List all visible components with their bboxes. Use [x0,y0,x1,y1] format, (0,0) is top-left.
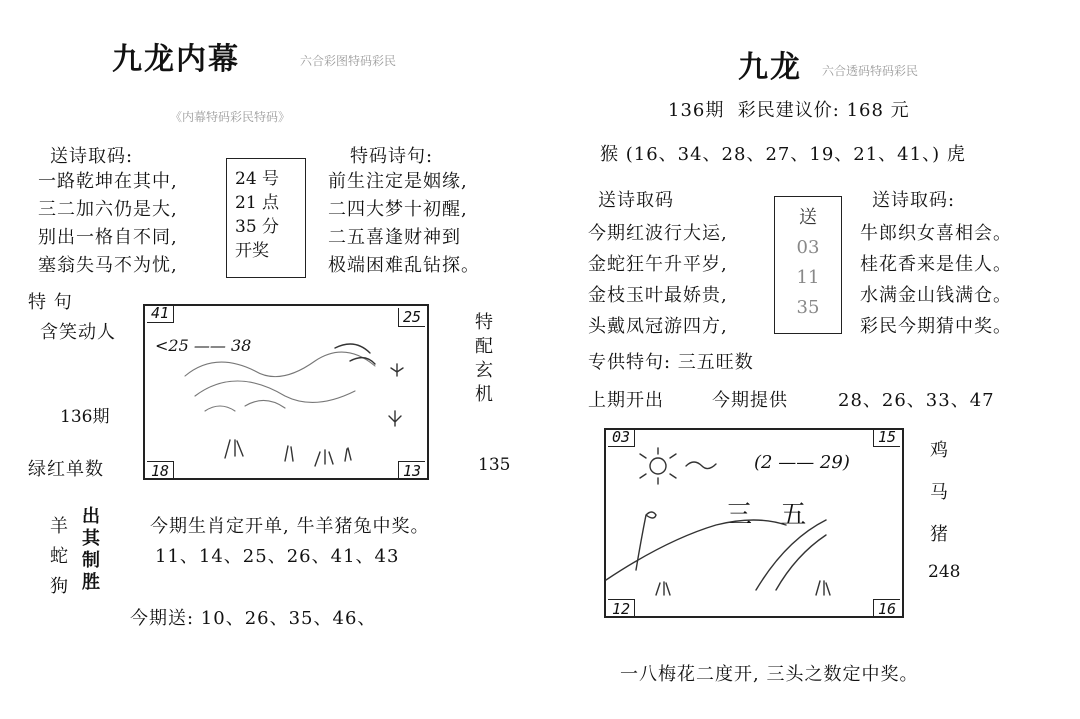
animal: 狗 [50,576,69,597]
sketch-text: <25 —— 38 [155,336,252,355]
sketch-text: (2 —— 29) [754,452,850,473]
right-this-period-numbers: 28、26、33、47 [838,390,995,411]
animal: 鸡 [930,440,949,461]
left-period: 136期 [60,407,110,427]
right-special-sentence-line: 专供特句: 三五旺数 [588,352,754,373]
ocw-char: 出 [82,506,100,527]
left-sketch-drawing [145,306,427,478]
box-line: 11 [796,267,820,288]
right-price-line: 136期 彩民建议价: 168 元 [668,100,910,121]
right-side-number: 248 [928,562,961,582]
poem-line: 三二加六仍是大, [38,199,178,220]
right-title: 九龙 [738,50,802,85]
left-zodiac-line: 今期生肖定开单, 牛羊猪兔中奖。 [150,516,430,537]
poem-line: 极端困难乱钻探。 [328,255,480,276]
poem-line: 金枝玉叶最娇贵, [588,285,728,306]
poem-line: 牛郎织女喜相会。 [860,223,1012,244]
ocw-char: 其 [82,528,100,549]
sketch-corner-tr: 25 [398,308,425,327]
sketch-corner-tl: 03 [608,428,635,447]
left-send-poem-label: 送诗取码: [50,146,134,167]
left-out-control-win [82,506,100,594]
left-special-poem-label: 特码诗句: [350,146,434,167]
right-send-poem-label-left: 送诗取码 [598,190,674,211]
right-subtitle: 六合透码特码彩民 [822,64,919,78]
sketch-corner-tl: 41 [147,304,174,323]
poem-line: 前生注定是姻缘, [328,171,468,192]
right-send-poem-label-right: 送诗取码: [872,190,956,211]
left-special-sentence: 含笑动人 [40,322,116,343]
left-special-sentence-label: 特 句 [28,292,73,313]
left-subtitle: 六合彩图特码彩民 [300,54,397,68]
right-sketch-drawing [606,430,902,616]
animal: 马 [930,482,949,503]
box-line: 21 点 [235,193,280,213]
poem-line: 桂花香来是佳人。 [860,254,1012,275]
box-line: 35 分 [235,217,280,237]
right-poem-left [588,218,728,342]
sketch-chars: 三 五 [726,500,817,530]
animal: 猪 [930,524,949,545]
left-poem-right [328,168,480,280]
box-line: 24 号 [235,169,280,189]
left-zodiac-numbers: 11、14、25、26、41、43 [155,546,400,567]
box-line: 开奖 [235,241,269,261]
draw-time-lines [235,167,279,263]
left-caption: 《内幕特码彩民特码》 [170,110,291,124]
sketch-corner-bl: 18 [147,461,174,480]
left-side-number: 135 [478,455,511,475]
animal: 羊 [50,516,69,537]
right-poem-right [860,218,1012,342]
box-line: 35 [796,297,820,318]
left-this-period-send: 今期送: 10、26、35、46、 [130,608,377,629]
poem-line: 二四大梦十初醒, [328,199,468,220]
left-animals-col [50,512,69,602]
sketch-corner-tr: 15 [873,428,900,447]
right-bottom-line: 一八梅花二度开, 三头之数定中奖。 [620,664,919,685]
right-last-period-label: 上期开出 [588,390,664,411]
box-line: 03 [796,237,820,258]
ocw-char: 制 [82,550,100,571]
right-sketch-frame [604,428,904,618]
poem-line: 彩民今期猜中奖。 [860,316,1012,337]
left-draw-time-box [226,158,306,278]
send-box-lines [775,203,841,323]
left-poem-left [38,168,178,280]
poem-line: 头戴凤冠游四方, [588,316,728,337]
poem-line: 金蛇狂午升平岁, [588,254,728,275]
poem-line: 水满金山钱满仓。 [860,285,1012,306]
box-line: 送 [799,207,817,228]
sketch-corner-br: 16 [873,599,900,618]
poem-line: 别出一格自不同, [38,227,178,248]
right-this-period-label: 今期提供 [712,390,788,411]
poem-line: 一路乾坤在其中, [38,171,178,192]
poem-line: 今期红波行大运, [588,223,728,244]
ocw-char: 胜 [82,572,100,593]
animal: 蛇 [50,546,69,567]
poem-line: 塞翁失马不为忧, [38,255,178,276]
left-green-red: 绿红单数 [28,459,104,480]
right-monkey-line: 猴 (16、34、28、27、19、21、41、) 虎 [600,144,966,165]
left-title: 九龙内幕 [112,42,240,77]
right-send-box [774,196,842,334]
sketch-corner-br: 13 [398,461,425,480]
left-side-vertical: 特配玄机 [472,312,493,408]
poem-line: 二五喜逢财神到 [328,227,461,248]
left-sketch-frame [143,304,429,480]
sketch-corner-bl: 12 [608,599,635,618]
right-side-animals [930,430,949,556]
